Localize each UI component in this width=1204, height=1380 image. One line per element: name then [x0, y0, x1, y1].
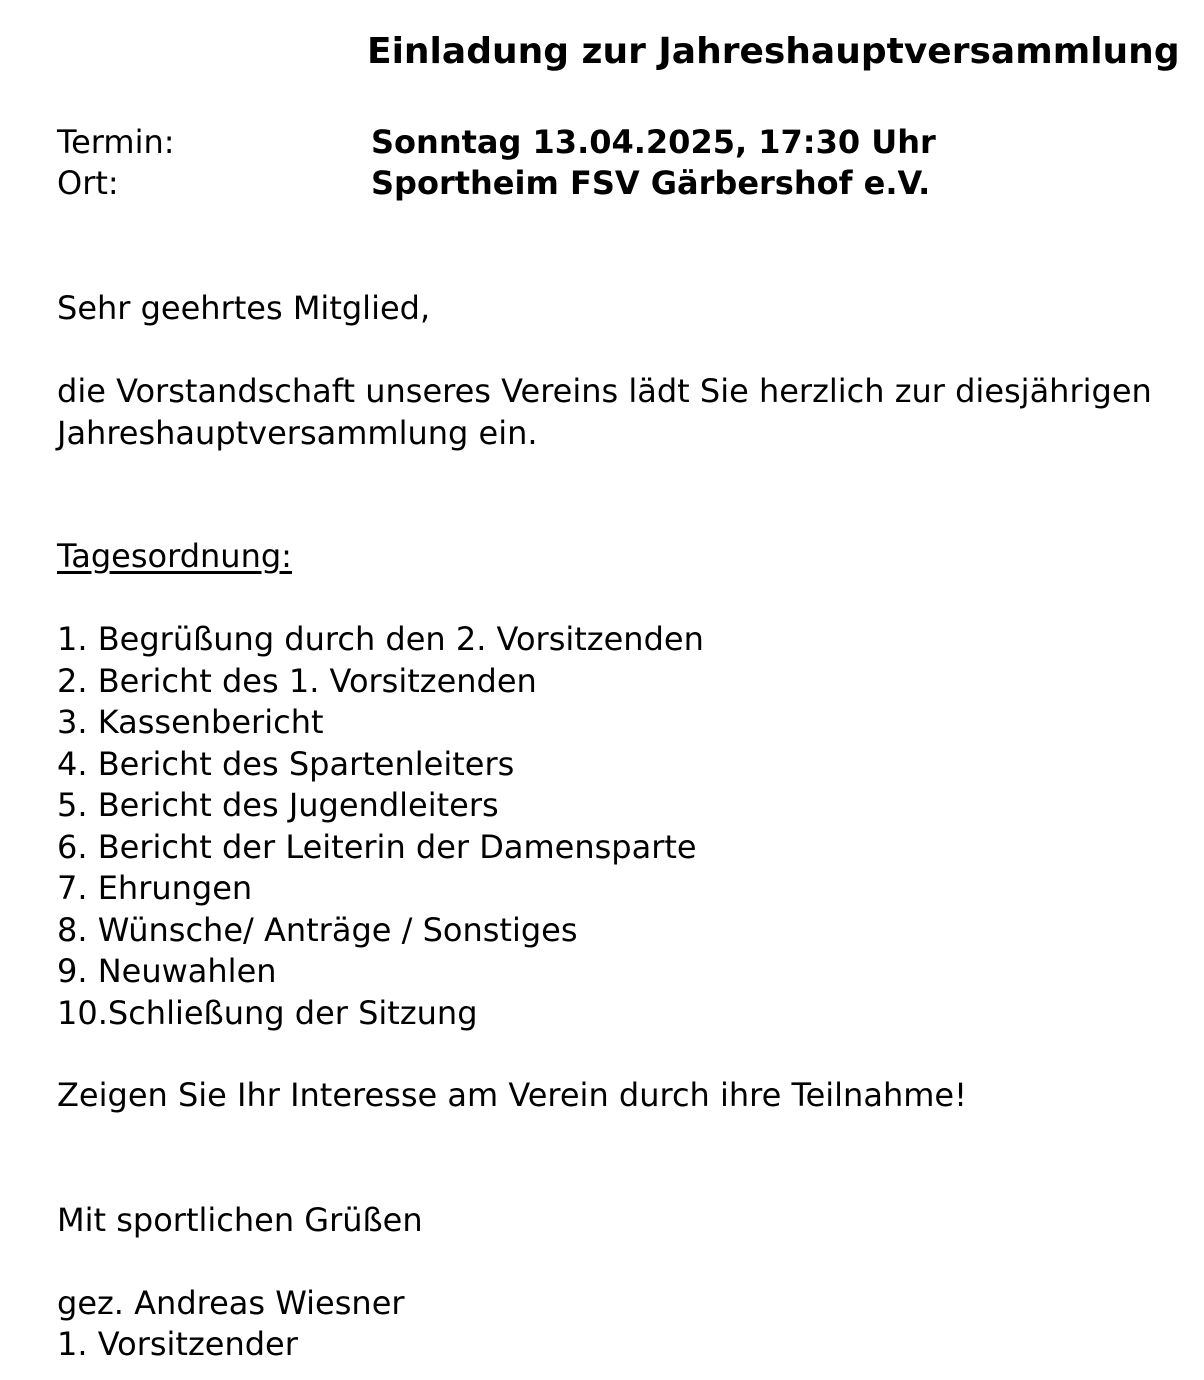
intro-line-2: Jahreshauptversammlung ein.	[57, 414, 538, 452]
ort-value: Sportheim FSV Gärbershof e.V.	[371, 164, 931, 202]
appeal-text: Zeigen Sie Ihr Interesse am Verein durch ihre Teilnahme!	[57, 1076, 967, 1114]
termin-value: Sonntag 13.04.2025, 17:30 Uhr	[371, 123, 936, 161]
agenda-item: 3. Kassenbericht	[57, 703, 324, 741]
agenda-item: 5. Bericht des Jugendleiters	[57, 786, 499, 824]
agenda-heading: Tagesordnung:	[57, 537, 292, 575]
intro-line-1: die Vorstandschaft unseres Vereins lädt Sie herzlich zur diesjährigen	[57, 372, 1152, 410]
termin-label: Termin:	[57, 123, 175, 161]
closing-text: Mit sportlichen Grüßen	[57, 1201, 423, 1239]
agenda-item: 1. Begrüßung durch den 2. Vorsitzenden	[57, 620, 704, 658]
document-title: Einladung zur Jahreshauptversammlung	[367, 31, 1180, 72]
signature-name: gez. Andreas Wiesner	[57, 1284, 405, 1322]
agenda-item: 4. Bericht des Spartenleiters	[57, 745, 515, 783]
agenda-item: 9. Neuwahlen	[57, 952, 277, 990]
agenda-item: 6. Bericht der Leiterin der Damensparte	[57, 828, 697, 866]
agenda-item: 8. Wünsche/ Anträge / Sonstiges	[57, 911, 578, 949]
signature-role: 1. Vorsitzender	[57, 1325, 298, 1363]
ort-label: Ort:	[57, 164, 119, 202]
agenda-item: 7. Ehrungen	[57, 869, 253, 907]
agenda-item: 10.Schließung der Sitzung	[57, 994, 478, 1032]
salutation: Sehr geehrtes Mitglied,	[57, 289, 431, 327]
agenda-item: 2. Bericht des 1. Vorsitzenden	[57, 662, 537, 700]
